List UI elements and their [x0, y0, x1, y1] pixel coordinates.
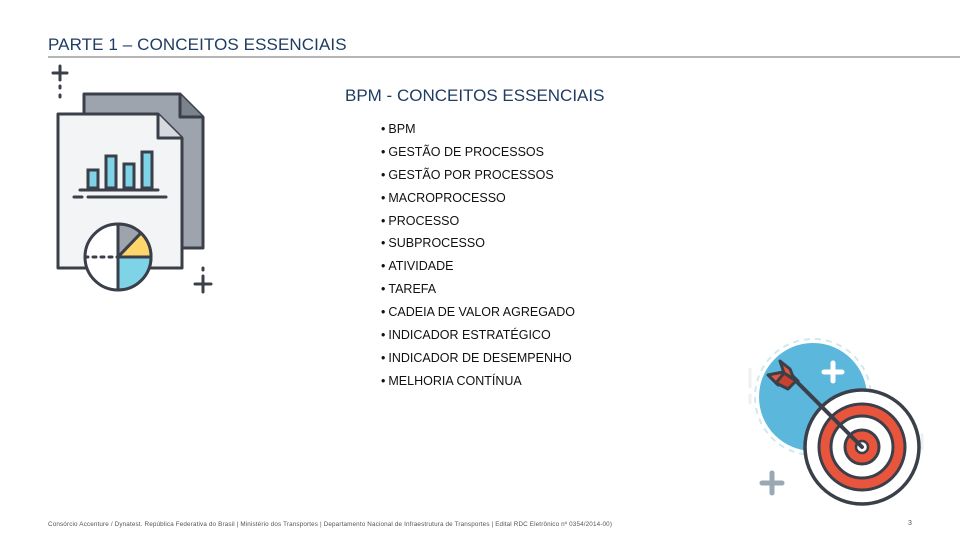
concept-list [381, 118, 575, 393]
list-item: • PROCESSO [381, 213, 460, 228]
list-item: • INDICADOR ESTRATÉGICO [381, 328, 551, 343]
list-item: • INDICADOR DE DESEMPENHO [381, 350, 572, 365]
list-item: • MELHORIA CONTÍNUA [381, 373, 522, 388]
slide-title: BPM - CONCEITOS ESSENCIAIS [345, 86, 605, 105]
list-item: • SUBPROCESSO [381, 236, 485, 251]
target-arrow-icon [728, 325, 928, 525]
header-divider [48, 56, 960, 58]
list-item: • CADEIA DE VALOR AGREGADO [381, 305, 576, 320]
list-item: • BPM [381, 122, 416, 136]
list-item: • TAREFA [381, 282, 437, 297]
list-item: • ATIVIDADE [381, 259, 454, 274]
list-item: • GESTÃO DE PROCESSOS [381, 144, 544, 159]
document-chart-icon [40, 60, 215, 300]
section-title: PARTE 1 – CONCEITOS ESSENCIAIS [48, 35, 347, 54]
list-item: • GESTÃO POR PROCESSOS [381, 167, 554, 182]
footer-text: Consórcio Accenture / Dynatest. República Federativa do Brasil | Ministério dos Transportes | Departamento Nacional de Infraestrutura de Transportes | Edital RDC Eletrônico nº 0354/2014-00) [48, 521, 613, 528]
page-number: 3 [908, 520, 912, 527]
list-item: • MACROPROCESSO [381, 190, 506, 205]
